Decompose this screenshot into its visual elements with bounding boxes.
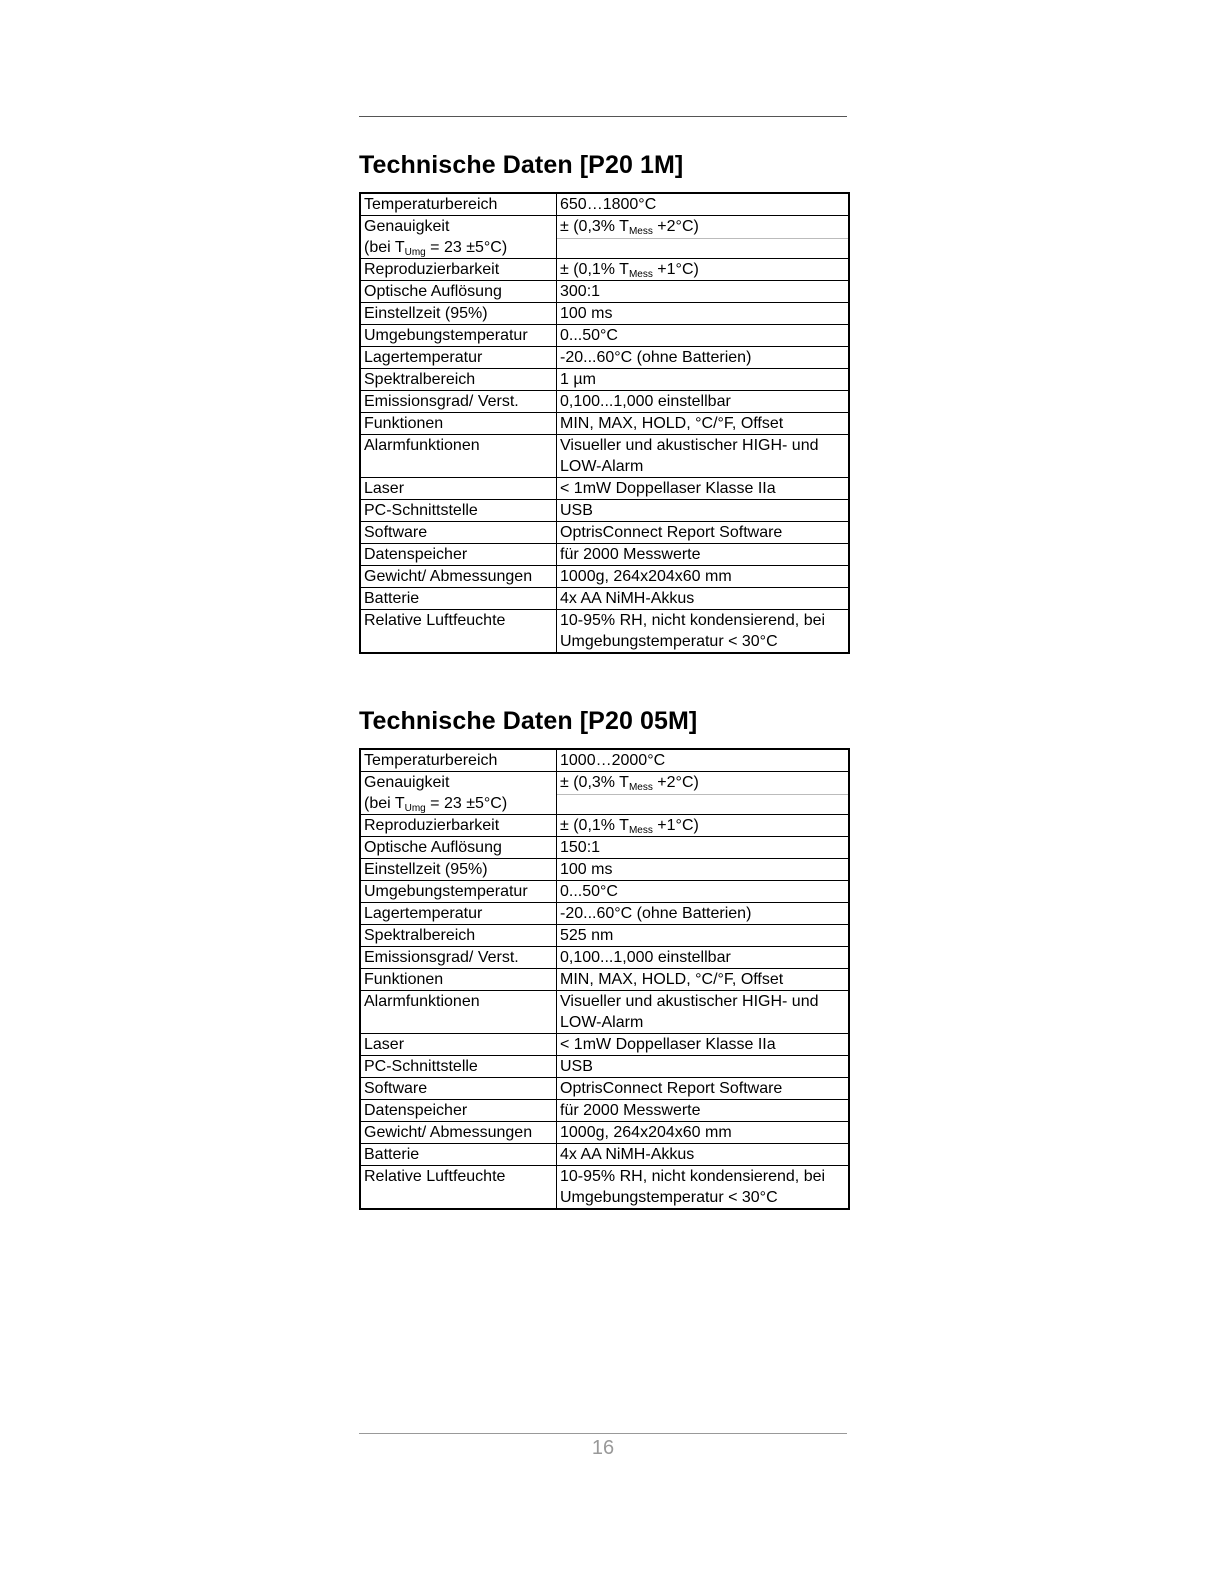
spec-value xyxy=(557,991,850,1034)
spec-row xyxy=(360,347,849,369)
spec-row xyxy=(360,969,849,991)
spec-value-text: OptrisConnect Report Software xyxy=(560,524,783,541)
spec-label-text: Relative Luftfeuchte xyxy=(364,612,506,629)
spec-label xyxy=(360,837,557,859)
spec-value xyxy=(557,837,850,859)
spec-value-text: 4x AA NiMH-Akkus xyxy=(560,590,695,607)
spec-value xyxy=(557,1034,850,1056)
spec-label-condition xyxy=(364,793,553,814)
spec-value-text: MIN, MAX, HOLD, °C/°F, Offset xyxy=(560,415,784,432)
section-title: Technische Daten [P20 05M] xyxy=(359,707,698,735)
spec-row xyxy=(360,391,849,413)
formula-sub: Mess xyxy=(628,782,653,793)
spec-label xyxy=(360,1056,557,1078)
spec-value-text: USB xyxy=(560,1058,593,1075)
spec-section-p20-1m xyxy=(359,148,850,654)
spec-label xyxy=(360,544,557,566)
spec-value xyxy=(557,281,850,303)
spec-row xyxy=(360,369,849,391)
spec-value-text: 10-95% RH, nicht kondensierend, bei xyxy=(560,1168,826,1185)
spec-value-text: 525 nm xyxy=(560,927,614,944)
condition-sub: Umg xyxy=(404,803,426,814)
formula-pre: ± (0,1% T xyxy=(560,817,629,834)
spec-value-text: 10-95% RH, nicht kondensierend, bei xyxy=(560,612,826,629)
spec-label-text: Reproduzierbarkeit xyxy=(364,817,500,834)
spec-label-text: Spektralbereich xyxy=(364,371,476,388)
spec-value xyxy=(557,610,850,654)
spec-value xyxy=(557,478,850,500)
formula-sub: Mess xyxy=(628,825,653,836)
spec-value xyxy=(557,566,850,588)
spec-value xyxy=(557,859,850,881)
spec-row xyxy=(360,749,849,772)
spec-label-text: Emissionsgrad/ Verst. xyxy=(364,393,519,410)
spec-label xyxy=(360,925,557,947)
spec-label-text: Genauigkeit xyxy=(364,774,450,791)
spec-value-text: OptrisConnect Report Software xyxy=(560,1080,783,1097)
spec-value xyxy=(557,435,850,478)
spec-value-text: 300:1 xyxy=(560,283,601,300)
spec-value xyxy=(557,1166,850,1210)
spec-value-text: 0...50°C xyxy=(560,327,618,344)
spec-label-text: Umgebungstemperatur xyxy=(364,883,528,900)
spec-label-text: Alarmfunktionen xyxy=(364,437,480,454)
spec-label xyxy=(360,1144,557,1166)
spec-label xyxy=(360,303,557,325)
spec-table xyxy=(359,192,850,654)
spec-row xyxy=(360,1122,849,1144)
spec-label xyxy=(360,772,557,815)
spec-row xyxy=(360,1034,849,1056)
condition-pre: (bei T xyxy=(364,239,405,256)
condition-pre: (bei T xyxy=(364,795,405,812)
spec-value-text: -20...60°C (ohne Batterien) xyxy=(560,349,752,366)
spec-label xyxy=(360,193,557,216)
spec-label-text: Gewicht/ Abmessungen xyxy=(364,568,533,585)
spec-label-text: PC-Schnittstelle xyxy=(364,1058,478,1075)
spec-value-text: 1 µm xyxy=(560,371,596,388)
spec-label xyxy=(360,1078,557,1100)
spec-label-text: Batterie xyxy=(364,590,420,607)
spec-value-text: 0,100...1,000 einstellbar xyxy=(560,949,731,966)
spec-value-text: 4x AA NiMH-Akkus xyxy=(560,1146,695,1163)
spec-row xyxy=(360,837,849,859)
spec-label xyxy=(360,391,557,413)
formula-pre: ± (0,3% T xyxy=(560,774,629,791)
spec-label xyxy=(360,500,557,522)
spec-label-text: Spektralbereich xyxy=(364,927,476,944)
spec-row xyxy=(360,859,849,881)
spec-label-text: Funktionen xyxy=(364,971,444,988)
spec-table xyxy=(359,748,850,1210)
spec-value xyxy=(557,391,850,413)
spec-label xyxy=(360,610,557,654)
spec-value xyxy=(557,815,850,837)
spec-value xyxy=(557,216,850,259)
spec-value-text: < 1mW Doppellaser Klasse IIa xyxy=(560,480,776,497)
spec-label-text: Datenspeicher xyxy=(364,546,468,563)
spec-label xyxy=(360,216,557,259)
footer-rule xyxy=(359,1433,847,1434)
spec-label xyxy=(360,749,557,772)
spec-value xyxy=(557,325,850,347)
spec-value xyxy=(557,1144,850,1166)
spec-value-line2: Umgebungstemperatur < 30°C xyxy=(560,1189,778,1206)
spec-label xyxy=(360,1122,557,1144)
spec-label xyxy=(360,947,557,969)
spec-label-text: Batterie xyxy=(364,1146,420,1163)
spec-value-text: 0...50°C xyxy=(560,883,618,900)
spec-value xyxy=(557,925,850,947)
spec-value xyxy=(557,522,850,544)
spec-label-text: Temperaturbereich xyxy=(364,196,498,213)
spec-label xyxy=(360,815,557,837)
spec-value-text: 0,100...1,000 einstellbar xyxy=(560,393,731,410)
spec-label-text: Einstellzeit (95%) xyxy=(364,861,488,878)
spec-row xyxy=(360,1078,849,1100)
spec-row xyxy=(360,588,849,610)
spec-value-text: MIN, MAX, HOLD, °C/°F, Offset xyxy=(560,971,784,988)
spec-value-line2: LOW-Alarm xyxy=(560,458,644,475)
spec-label xyxy=(360,1034,557,1056)
spec-label-text: Einstellzeit (95%) xyxy=(364,305,488,322)
spec-value-text: 100 ms xyxy=(560,305,613,322)
spec-row xyxy=(360,1056,849,1078)
condition-sub: Umg xyxy=(404,247,426,258)
spec-value-text: < 1mW Doppellaser Klasse IIa xyxy=(560,1036,776,1053)
spec-row xyxy=(360,1144,849,1166)
spec-value xyxy=(557,303,850,325)
section-title: Technische Daten [P20 1M] xyxy=(359,151,684,179)
spec-value-formula xyxy=(557,216,848,239)
spec-value xyxy=(557,1100,850,1122)
spec-value-text: für 2000 Messwerte xyxy=(560,1102,701,1119)
spec-value-text: 650…1800°C xyxy=(560,196,657,213)
formula-post: +1°C) xyxy=(652,261,699,278)
spec-value xyxy=(557,947,850,969)
spec-row xyxy=(360,1100,849,1122)
spec-row xyxy=(360,881,849,903)
spec-value-text: Visueller und akustischer HIGH- und xyxy=(560,437,819,454)
spec-label-text: Laser xyxy=(364,1036,405,1053)
spec-label xyxy=(360,478,557,500)
spec-row xyxy=(360,325,849,347)
spec-label-text: Optische Auflösung xyxy=(364,839,502,856)
spec-row xyxy=(360,193,849,216)
spec-value xyxy=(557,259,850,281)
spec-value-text: Visueller und akustischer HIGH- und xyxy=(560,993,819,1010)
spec-label-text: Umgebungstemperatur xyxy=(364,327,528,344)
spec-value xyxy=(557,347,850,369)
spec-row xyxy=(360,772,849,815)
spec-row xyxy=(360,925,849,947)
spec-value-text: 150:1 xyxy=(560,839,601,856)
spec-value-text: für 2000 Messwerte xyxy=(560,546,701,563)
spec-label xyxy=(360,969,557,991)
spec-row xyxy=(360,435,849,478)
formula-post: +2°C) xyxy=(652,774,699,791)
formula-pre: ± (0,1% T xyxy=(560,261,629,278)
spec-value-text: 1000g, 264x204x60 mm xyxy=(560,1124,732,1141)
spec-value-text: USB xyxy=(560,502,593,519)
spec-value-text: 100 ms xyxy=(560,861,613,878)
condition-post: = 23 ±5°C) xyxy=(425,795,508,812)
spec-label-text: Laser xyxy=(364,480,405,497)
spec-row xyxy=(360,281,849,303)
spec-label xyxy=(360,522,557,544)
spec-label xyxy=(360,1166,557,1210)
spec-value xyxy=(557,544,850,566)
spec-value xyxy=(557,749,850,772)
spec-value xyxy=(557,881,850,903)
spec-value xyxy=(557,903,850,925)
spec-row xyxy=(360,903,849,925)
spec-value xyxy=(557,772,850,815)
spec-value xyxy=(557,413,850,435)
spec-label xyxy=(360,325,557,347)
spec-label-text: Gewicht/ Abmessungen xyxy=(364,1124,533,1141)
spec-value xyxy=(557,969,850,991)
spec-row xyxy=(360,216,849,259)
spec-value xyxy=(557,1056,850,1078)
header-rule xyxy=(359,116,847,117)
spec-row xyxy=(360,478,849,500)
spec-label-text: PC-Schnittstelle xyxy=(364,502,478,519)
spec-row xyxy=(360,1166,849,1210)
spec-label-text: Lagertemperatur xyxy=(364,905,483,922)
spec-row xyxy=(360,259,849,281)
spec-label-text: Genauigkeit xyxy=(364,218,450,235)
spec-label xyxy=(360,903,557,925)
spec-label-text: Alarmfunktionen xyxy=(364,993,480,1010)
spec-section-p20-05m xyxy=(359,704,850,1210)
formula-sub: Mess xyxy=(628,269,653,280)
spec-label xyxy=(360,281,557,303)
spec-label xyxy=(360,259,557,281)
spec-label xyxy=(360,413,557,435)
spec-row xyxy=(360,303,849,325)
spec-label-text: Emissionsgrad/ Verst. xyxy=(364,949,519,966)
spec-label-text: Software xyxy=(364,524,428,541)
spec-value-formula xyxy=(560,817,699,834)
spec-value-formula xyxy=(560,261,699,278)
spec-value xyxy=(557,1078,850,1100)
spec-row xyxy=(360,413,849,435)
spec-value xyxy=(557,500,850,522)
spec-label-text: Lagertemperatur xyxy=(364,349,483,366)
spec-value-text: 1000g, 264x204x60 mm xyxy=(560,568,732,585)
page-number: 16 xyxy=(591,1437,615,1459)
spec-label xyxy=(360,1100,557,1122)
spec-row xyxy=(360,610,849,654)
spec-value-text: -20...60°C (ohne Batterien) xyxy=(560,905,752,922)
spec-value-line2: LOW-Alarm xyxy=(560,1014,644,1031)
spec-label-text: Optische Auflösung xyxy=(364,283,502,300)
spec-row xyxy=(360,566,849,588)
spec-label xyxy=(360,435,557,478)
spec-row xyxy=(360,522,849,544)
spec-row xyxy=(360,544,849,566)
formula-post: +2°C) xyxy=(652,218,699,235)
spec-value xyxy=(557,1122,850,1144)
spec-label-text: Relative Luftfeuchte xyxy=(364,1168,506,1185)
spec-value xyxy=(557,369,850,391)
formula-post: +1°C) xyxy=(652,817,699,834)
spec-value-formula xyxy=(557,772,848,795)
spec-label-text: Funktionen xyxy=(364,415,444,432)
spec-value-line2: Umgebungstemperatur < 30°C xyxy=(560,633,778,650)
spec-label-condition xyxy=(364,237,553,258)
spec-label-text: Software xyxy=(364,1080,428,1097)
formula-pre: ± (0,3% T xyxy=(560,218,629,235)
condition-post: = 23 ±5°C) xyxy=(425,239,508,256)
spec-row xyxy=(360,500,849,522)
spec-label xyxy=(360,347,557,369)
spec-row xyxy=(360,991,849,1034)
spec-label xyxy=(360,588,557,610)
spec-value xyxy=(557,193,850,216)
spec-label xyxy=(360,369,557,391)
spec-label xyxy=(360,566,557,588)
spec-label xyxy=(360,991,557,1034)
spec-label-text: Reproduzierbarkeit xyxy=(364,261,500,278)
spec-label xyxy=(360,881,557,903)
spec-label-text: Temperaturbereich xyxy=(364,752,498,769)
spec-row xyxy=(360,815,849,837)
spec-row xyxy=(360,947,849,969)
formula-sub: Mess xyxy=(628,226,653,237)
spec-value xyxy=(557,588,850,610)
spec-label xyxy=(360,859,557,881)
spec-value-text: 1000…2000°C xyxy=(560,752,666,769)
spec-label-text: Datenspeicher xyxy=(364,1102,468,1119)
